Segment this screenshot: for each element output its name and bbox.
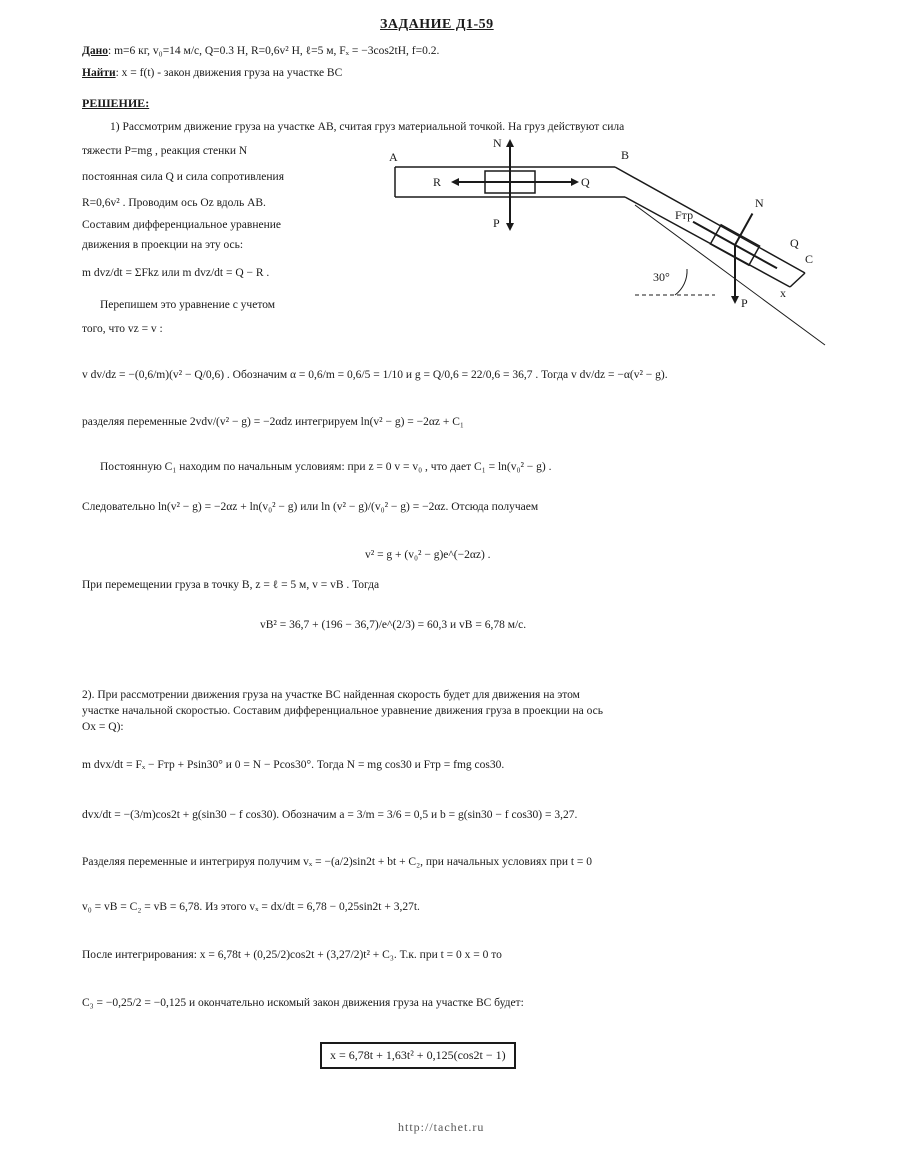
equation-line: m dvz/dt = ΣFkz или m dvz/dt = Q − R . [82,267,270,279]
equation-line: vB² = 36,7 + (196 − 36,7)/e^(2/3) = 60,3 и vB = 6,78 м/с. [260,619,527,631]
label-c: C [805,252,814,266]
footer-url: http://tachet.ru [398,1120,485,1134]
text-line: При перемещении груза в точку B, z = ℓ = 5 м, v = vB . Тогда [82,579,380,591]
text-line: R=0,6v² . Проводим ось Oz вдоль АВ. [82,197,266,209]
label-x-axis: x [780,286,786,300]
label-r-ab: R [433,175,442,189]
label-p-ab: P [493,216,500,230]
label-f-bc: Fтр [675,208,694,222]
text-line: того, что vz = v : [82,323,163,335]
label-angle: 30° [653,270,670,284]
text-line: участке начальной скоростью. Составим дифференциальное уравнение движения груза в проекции на ось [82,705,604,717]
text-line: 1) Рассмотрим движение груза на участке АВ, считая груз материальной точкой. На груз действуют сила [110,121,625,133]
given-line [82,44,439,58]
page-title: ЗАДАНИЕ Д1-59 [380,17,494,32]
text-line: Составим дифференциальное уравнение [82,219,281,231]
equation-line: C₃ = −0,25/2 = −0,125 и окончательно искомый закон движения груза на участке ВС будет: [82,997,524,1009]
label-p-bc: P [741,296,748,310]
label-b: B [621,148,630,162]
find-label: Найти [82,67,116,79]
arrowhead-n-ab [506,139,514,147]
equation-line: v dv/dz = −(0,6/m)(v² − Q/0,6) . Обозначим α = 0,6/m = 0,6/5 = 1/10 и g = Q/0,6 = 22/0,6 = 36,7 . Тогда v dv/dz = −α(v² − g). [82,369,668,381]
equation-line: разделяя переменные 2vdv/(v² − g) = −2αdz интегрируем ln(v² − g) = −2αz + C₁ [82,416,464,428]
equation-line: После интегрирования: x = 6,78t + (0,25/2)cos2t + (3,27/2)t² + C₃. Т.к. при t = 0 x = 0 то [82,949,502,961]
given-text: : m=6 кг, v₀=14 м/с, Q=0.3 Н, R=0,6v² Н, ℓ=5 м, Fₓ = −3cos2tH, f=0.2. [108,45,440,57]
arrow-q-bc [735,245,777,268]
arrowhead-p-bc [731,296,739,304]
equation-line: m dvx/dt = Fₓ − Fтр + Psin30° и 0 = N − Pcos30°. Тогда N = mg cos30 и Fтр = fmg cos30. [82,759,505,771]
equation-line: dvx/dt = −(3/m)cos2t + g(sin30 − f cos30). Обозначим a = 3/m = 3/6 = 0,5 и b = g(sin30 − f cos30) = 3,27. [82,809,578,821]
equation-line: v₀ = vB = C₂ = vB = 6,78. Из этого vₓ = dx/dt = 6,78 − 0,25sin2t + 3,27t. [82,901,420,913]
channel-bottom-bc [625,197,790,287]
equation-line: v² = g + (v₀² − g)e^(−2αz) . [365,549,491,561]
text-line: Ox = Q): [82,721,124,733]
block-bc-group [688,190,795,278]
label-q-ab: Q [581,175,590,189]
text-line: Разделяя переменные и интегрируя получим vₓ = −(a/2)sin2t + bt + C₂, при начальных условиях при t = 0 [82,856,593,868]
text-line: Постоянную C₁ находим по начальным условиям: при z = 0 v = v₀ , что дает C₁ = ln(v₀² − g) . [100,461,552,473]
arrowhead-p-ab [506,223,514,231]
find-line [82,66,342,80]
text-line: постоянная сила Q и сила сопротивления [82,171,284,183]
find-text: : x = f(t) - закон движения груза на участке ВС [115,67,343,79]
channel-top-bc [615,167,805,273]
mechanics-diagram [385,135,835,350]
text-line: Перепишем это уравнение с учетом [100,299,275,311]
text-line: движения в проекции на эту ось: [82,239,244,251]
equation-line: Следовательно ln(v² − g) = −2αz + ln(v₀² − g) или ln (v² − g)/(v₀² − g) = −2αz. Отсюда получаем [82,501,539,513]
arrowhead-q-ab [571,178,579,186]
angle-arc [675,269,687,295]
final-result: x = 6,78t + 1,63t² + 0,125(cos2t − 1) [320,1042,516,1069]
label-n-bc: N [755,196,764,210]
label-a: A [389,150,398,164]
label-q-bc: Q [790,236,799,250]
text-line: тяжести P=mg , реакция стенки N [82,145,248,157]
solution-label: РЕШЕНИЕ: [82,96,150,110]
label-n-ab: N [493,136,502,150]
arrow-f-bc [693,222,735,245]
text-line: 2). При рассмотрении движения груза на участке ВС найденная скорость будет для движения на этом [82,689,580,701]
channel-right-end [790,273,805,287]
given-label: Дано [82,45,109,57]
arrowhead-r-ab [451,178,459,186]
